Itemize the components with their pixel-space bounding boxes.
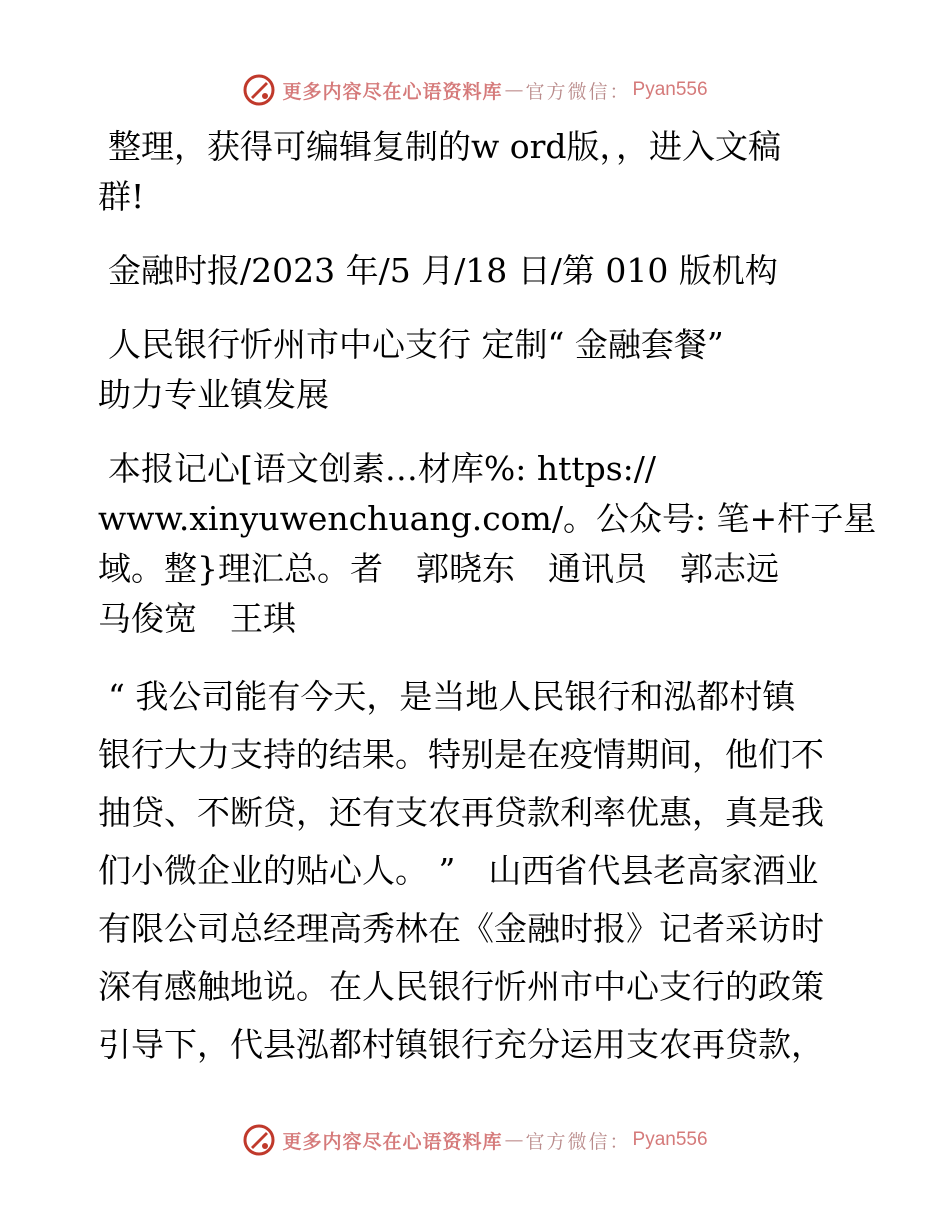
byline-paragraph [98,444,877,644]
body-line: “ 我公司能有今天，是当地人民银行和泓都村镇 [108,677,796,716]
body-paragraph [98,668,858,1074]
quill-logo-icon [242,73,276,107]
byline-line: 马俊宽 王琪 [98,599,296,638]
banner-wechat-label: 官方微信 [525,1130,610,1153]
banner-wechat-label: 官方微信 [525,80,610,103]
banner-wechat-id: Pyan556 [632,1129,708,1150]
body-line: 银行大力支持的结果。特别是在疫情期间，他们不 [98,735,824,774]
body-line: 们小微企业的贴心人。 ” 山西省代县老高家酒业 [98,851,819,890]
document-body [98,120,877,1074]
dateline-text: 金融时报/2023 年/5 月/18 日/第 010 版机构 [108,251,778,290]
headline-line: 助力专业镇发展 [98,375,329,414]
byline-line: 本报记心[语文创素…材库%: https:// [108,449,657,488]
banner-colon: ： [609,1130,629,1153]
banner-separator: — [504,1129,524,1151]
banner-wechat-id: Pyan556 [632,79,708,100]
headline-line: 人民银行忻州市中心支行 定制“ 金融套餐” [108,325,724,364]
banner-colon: ： [609,80,629,103]
intro-paragraph [98,122,858,222]
dateline [98,246,858,296]
byline-line: www.xinyuwenchuang.com/。公众号: 笔+杆子星 [98,499,877,538]
body-line: 抽贷、不断贷，还有支农再贷款利率优惠，真是我 [98,793,824,832]
banner-text: 更多内容尽在心语资料库 [282,80,503,103]
byline-line: 域。整}理汇总。者 郭晓东 通讯员 郭志远 [98,549,779,588]
header-watermark-banner [0,70,950,110]
banner-text: 更多内容尽在心语资料库 [282,1130,503,1153]
banner-separator: — [504,79,524,101]
quill-logo-icon [242,1123,276,1157]
body-line: 引导下，代县泓都村镇银行充分运用支农再贷款， [98,1025,824,1064]
headline [98,320,858,420]
intro-line: 整理，获得可编辑复制的w ord版，，进入文稿 [108,127,782,166]
footer-watermark-banner [0,1120,950,1160]
body-line: 深有感触地说。在人民银行忻州市中心支行的政策 [98,967,824,1006]
body-line: 有限公司总经理高秀林在《金融时报》记者采访时 [98,909,824,948]
intro-line: 群! [98,177,145,216]
